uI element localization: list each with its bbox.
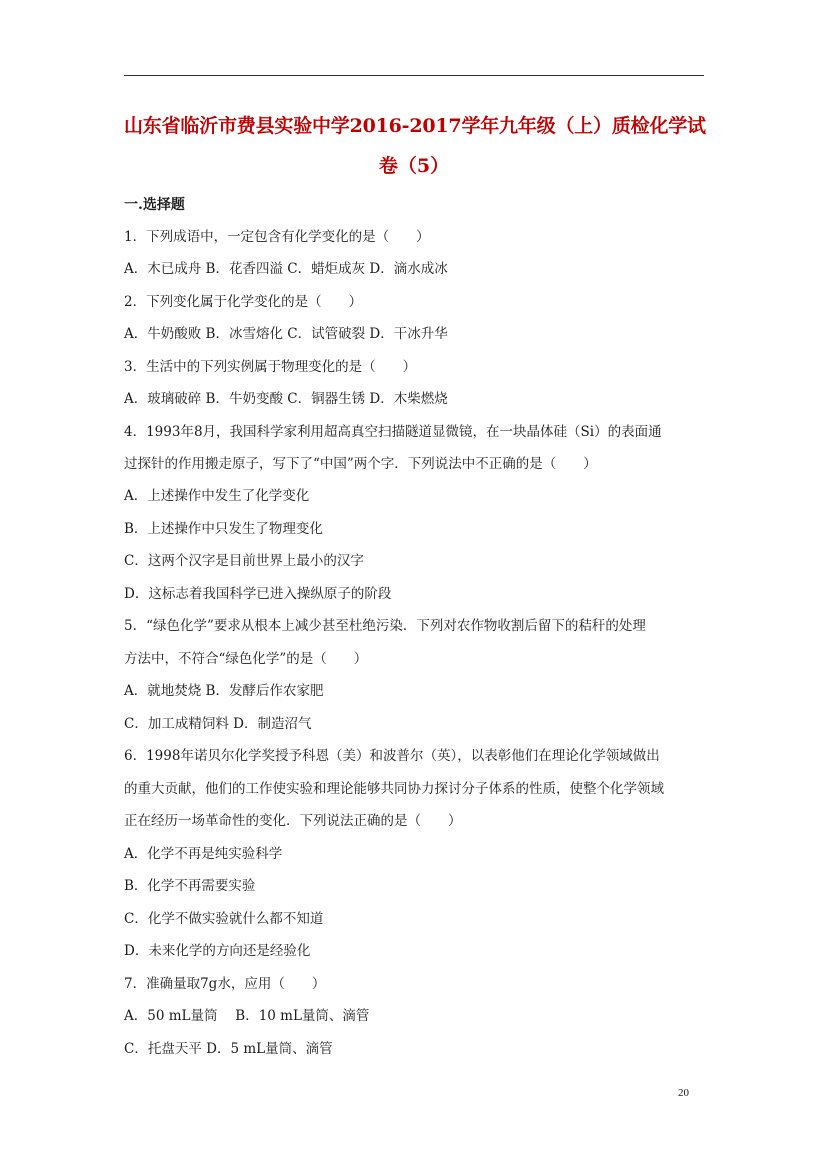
section-heading: 一.选择题: [124, 197, 185, 213]
q3-options: A．玻璃破碎 B．牛奶变酸 C．铜器生锈 D．木柴燃烧: [124, 391, 448, 407]
q1-options: A．木已成舟 B．花香四溢 C．蜡炬成灰 D．滴水成冰: [124, 261, 448, 277]
header-rule: [124, 75, 704, 76]
q6-option-d: D．未来化学的方向还是经验化: [124, 943, 311, 959]
document-title-line1: 山东省临沂市费县实验中学2016-2017学年九年级（上）质检化学试: [124, 115, 706, 137]
q6-stem-line2: 的重大贡献，他们的工作使实验和理论能够共同协力探讨分子体系的性质，使整个化学领域: [124, 781, 664, 797]
q5-stem-line1: 5．“绿色化学”要求从根本上减少甚至杜绝污染．下列对农作物收割后留下的秸秆的处理: [124, 618, 646, 634]
q3-stem: 3．生活中的下列实例属于物理变化的是（ ）: [124, 359, 417, 375]
q1-stem: 1．下列成语中，一定包含有化学变化的是（ ）: [124, 229, 430, 245]
q6-stem-line1: 6．1998年诺贝尔化学奖授予科恩（美）和波普尔（英），以表彰他们在理论化学领域做出: [124, 748, 660, 764]
q4-option-d: D．这标志着我国科学已进入操纵原子的阶段: [124, 586, 392, 602]
q5-options-cd: C．加工成精饲料 D．制造沼气: [124, 716, 312, 732]
q4-option-c: C．这两个汉字是目前世界上最小的汉字: [124, 553, 364, 569]
page-number: 20: [678, 1087, 689, 1099]
q7-stem: 7．准确量取7g水，应用（ ）: [124, 976, 326, 992]
q4-option-a: A．上述操作中发生了化学变化: [124, 488, 310, 504]
q4-option-b: B．上述操作中只发生了物理变化: [124, 521, 323, 537]
q2-stem: 2．下列变化属于化学变化的是（ ）: [124, 294, 363, 310]
q6-option-b: B．化学不再需要实验: [124, 878, 256, 894]
q4-stem-line2: 过探针的作用搬走原子，写下了“中国”两个字．下列说法中不正确的是（ ）: [124, 456, 597, 472]
q2-options: A．牛奶酸败 B．冰雪熔化 C．试管破裂 D．干冰升华: [124, 326, 448, 342]
q5-options-ab: A．就地焚烧 B．发酵后作农家肥: [124, 683, 324, 699]
q7-options-cd: C．托盘天平 D．5 mL量筒、滴管: [124, 1041, 333, 1057]
document-title-line2: 卷（5）: [378, 155, 450, 177]
q6-stem-line3: 正在经历一场革命性的变化．下列说法正确的是（ ）: [124, 813, 462, 829]
q6-option-c: C．化学不做实验就什么都不知道: [124, 911, 324, 927]
q5-stem-line2: 方法中，不符合“绿色化学”的是（ ）: [124, 651, 368, 667]
q7-options-ab: A．50 mL量筒 B．10 mL量筒、滴管: [124, 1008, 370, 1024]
q4-stem-line1: 4．1993年8月，我国科学家利用超高真空扫描隧道显微镜，在一块晶体硅（Si）的表面通: [124, 424, 662, 440]
q6-option-a: A．化学不再是纯实验科学: [124, 846, 283, 862]
